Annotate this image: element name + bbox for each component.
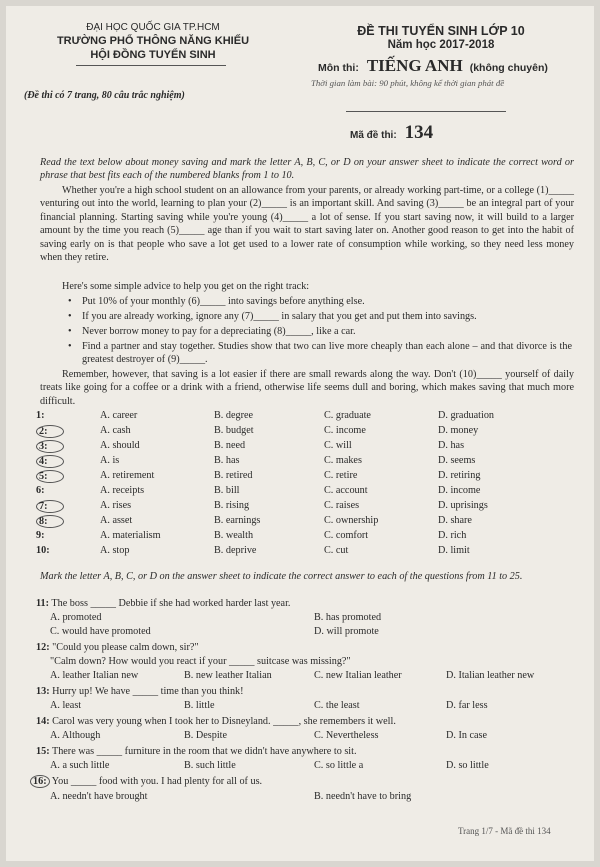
question-number-circled: 2: (36, 425, 64, 438)
option-d[interactable]: D. income (438, 485, 481, 496)
question-number-circled: 7: (36, 500, 64, 513)
option-c[interactable]: C. so little a (314, 760, 364, 771)
question-row (36, 485, 576, 499)
option-c[interactable]: C. the least (314, 700, 360, 711)
question-number: 13: (36, 686, 50, 697)
advice-bullet: • Never borrow money to pay for a depreciating (8)_____, like a car. (82, 325, 572, 338)
advice-bullet: • Put 10% of your monthly (6)_____ into savings before anything else. (82, 295, 572, 308)
option-d[interactable]: D. share (438, 515, 472, 526)
question-row (36, 515, 576, 529)
advice-bullet: • If you are already working, ignore any (7)_____ in salary that you get and put them into savings. (82, 310, 572, 323)
option-d[interactable]: D. limit (438, 545, 470, 556)
question-stem: "Could you please calm down, sir?" (52, 642, 199, 653)
exam-page (6, 6, 594, 861)
option-b[interactable]: B. deprive (214, 545, 257, 556)
option-b[interactable]: B. new leather Italian (184, 670, 272, 681)
question-number: 11: (36, 598, 50, 609)
option-a[interactable]: A. least (50, 700, 82, 711)
option-c[interactable]: C. income (324, 425, 366, 436)
option-b[interactable]: B. Despite (184, 730, 228, 741)
option-b[interactable]: B. need (214, 440, 246, 451)
option-d[interactable]: D. Italian leather new (446, 670, 535, 681)
option-b[interactable]: B. degree (214, 410, 254, 421)
section1-paragraph-3: Remember, however, that saving is a lot easier if there are small rewards along the way. Don't (10)_____ yourself of daily treats like going for a coffee or a drink with a friend, otherwise life seems dull and boring, which makes saving that much more difficult. (40, 369, 574, 407)
question-row (36, 410, 576, 424)
option-a[interactable]: A. retirement (100, 470, 155, 481)
option-a[interactable]: A. materialism (100, 530, 161, 541)
option-d[interactable]: D. retiring (438, 470, 481, 481)
question-number: 10: (36, 545, 50, 556)
option-b[interactable]: B. little (184, 700, 215, 711)
university-name: ĐẠI HỌC QUỐC GIA TP.HCM (86, 22, 220, 33)
header-divider-left (76, 65, 226, 66)
question-stem: There was _____ furniture in the room that we didn't have anywhere to sit. (51, 746, 357, 757)
option-d[interactable]: D. will promote (314, 626, 379, 637)
option-c[interactable]: C. account (324, 485, 368, 496)
exam-code-label: Mã đề thi: (350, 130, 397, 141)
option-a[interactable]: A. rises (100, 500, 132, 511)
subject-name: TIẾNG ANH (366, 56, 463, 75)
subject-label: Môn thi: (318, 62, 359, 74)
option-c[interactable]: C. retire (324, 470, 358, 481)
option-c[interactable]: C. makes (324, 455, 362, 466)
option-d[interactable]: D. uprisings (438, 500, 488, 511)
school-year: Năm học 2017-2018 (387, 39, 495, 51)
option-d[interactable]: D. has (438, 440, 465, 451)
question-row (36, 545, 576, 559)
question-row (36, 425, 576, 439)
option-b[interactable]: B. retired (214, 470, 253, 481)
subject-line (318, 56, 548, 76)
question-number: 15: (36, 746, 50, 757)
option-d[interactable]: D. In case (446, 730, 488, 741)
option-a[interactable]: A. promoted (50, 612, 102, 623)
advice-bullet: • Find a partner and stay together. Studies show that two can live more cheaply than each alone – and that divorce is the greatest destroyer of (9)_____. (82, 340, 572, 366)
time-note: Thời gian làm bài: 90 phút, không kể thời gian phát đề (311, 78, 505, 88)
question-number-circled: 8: (36, 515, 64, 528)
section2-instruction: Mark the letter A, B, C, or D on the answer sheet to indicate the correct answer to each of the questions from 11 to 25. (40, 571, 523, 582)
school-name: TRƯỜNG PHỔ THÔNG NĂNG KHIẾU (56, 35, 250, 47)
option-a[interactable]: A. asset (100, 515, 133, 526)
section1-paragraph-1: Whether you're a high school student on an allowance from your parents, or already working part-time, or a college (1)_____ venturing out into the world, learning to plan your (2)_____ is an important skill. And saving (3)_____ be an integral part of your financial planning. Starting saving while you're young (4)_____ a lot of sense. If you start saving now, it will build to a larger amount by the time you reach (5)_____ age than if you wait to start saving later on. Another good reason to get into the habit of saving early on is that people who save a lot get used to a lower rate of consumption while working, so they need less money when they retire. (40, 185, 574, 264)
option-c[interactable]: C. raises (324, 500, 360, 511)
question-stem: You _____ food with you. I had plenty for all of us. (51, 776, 263, 787)
option-a[interactable]: A. Although (50, 730, 101, 741)
question-stem: The boss _____ Debbie if she had worked harder last year. (51, 598, 291, 609)
section1-instruction: Read the text below about money saving and mark the letter A, B, C, or D on your answer sheet to indicate the correct word or phrase that best fits each of the numbered blanks from 1 to 10. (40, 157, 574, 182)
exam-code-line (350, 122, 433, 144)
question-row (36, 455, 576, 469)
subject-note: (không chuyên) (469, 62, 548, 74)
council-name: HỘI ĐỒNG TUYỂN SINH (90, 49, 216, 61)
option-b[interactable]: B. budget (214, 425, 254, 436)
option-b[interactable]: B. has (214, 455, 240, 466)
question-stem-continued: "Calm down? How would you react if your _____ suitcase was missing?" (50, 656, 351, 667)
option-c[interactable]: C. comfort (324, 530, 369, 541)
option-c[interactable]: C. new Italian leather (314, 670, 402, 681)
section1-paragraph-2: Here's some simple advice to help you get on the right track: (62, 281, 310, 292)
option-a[interactable]: A. leather Italian new (50, 670, 139, 681)
question-row (36, 500, 576, 514)
option-c[interactable]: C. would have promoted (50, 626, 151, 637)
option-a[interactable]: A. receipts (100, 485, 145, 496)
question-number: 6: (36, 485, 45, 496)
option-b[interactable]: B. needn't have to bring (314, 791, 412, 802)
option-c[interactable]: C. ownership (324, 515, 379, 526)
question-number: 1: (36, 410, 45, 421)
option-a[interactable]: A. career (100, 410, 138, 421)
question-15 (36, 746, 357, 757)
question-12 (36, 642, 199, 653)
option-b[interactable]: B. bill (214, 485, 240, 496)
option-d[interactable]: D. money (438, 425, 479, 436)
option-a[interactable]: A. a such little (50, 760, 110, 771)
option-d[interactable]: D. far less (446, 700, 488, 711)
option-b[interactable]: B. wealth (214, 530, 254, 541)
option-d[interactable]: D. seems (438, 455, 476, 466)
exam-code: 134 (404, 122, 434, 143)
option-b[interactable]: B. rising (214, 500, 250, 511)
option-d[interactable]: D. graduation (438, 410, 495, 421)
option-d[interactable]: D. rich (438, 530, 467, 541)
option-b[interactable]: B. such little (184, 760, 236, 771)
option-a[interactable]: A. needn't have brought (50, 791, 148, 802)
option-b[interactable]: B. earnings (214, 515, 261, 526)
question-16 (30, 776, 262, 787)
question-14 (36, 716, 396, 727)
question-number: 14: (36, 716, 50, 727)
question-13 (36, 686, 244, 697)
question-number-circled: 3: (36, 440, 64, 453)
option-c[interactable]: C. graduate (324, 410, 371, 421)
option-c[interactable]: C. will (324, 440, 352, 451)
option-d[interactable]: D. so little (446, 760, 489, 771)
option-c[interactable]: C. Nevertheless (314, 730, 379, 741)
exam-note: (Đề thi có 7 trang, 80 câu trắc nghiệm) (24, 90, 185, 101)
question-stem: Hurry up! We have _____ time than you think! (52, 686, 244, 697)
option-a[interactable]: A. stop (100, 545, 130, 556)
question-row (36, 530, 576, 544)
question-number: 12: (36, 642, 50, 653)
option-a[interactable]: A. cash (100, 425, 131, 436)
option-a[interactable]: A. should (100, 440, 140, 451)
question-number-circled: 4: (36, 455, 64, 468)
question-number-circled: 5: (36, 470, 64, 483)
question-number: 9: (36, 530, 45, 541)
header-divider-right (346, 111, 506, 112)
question-row (36, 470, 576, 484)
question-stem: Carol was very young when I took her to Disneyland. _____, she remembers it well. (52, 716, 396, 727)
option-a[interactable]: A. is (100, 455, 120, 466)
exam-title: ĐỀ THI TUYỂN SINH LỚP 10 (357, 24, 525, 38)
question-11 (36, 598, 290, 609)
question-number-circled: 16: (30, 775, 50, 788)
option-c[interactable]: C. cut (324, 545, 349, 556)
question-row (36, 440, 576, 454)
option-b[interactable]: B. has promoted (314, 612, 382, 623)
page-footer: Trang 1/7 - Mã đề thi 134 (458, 826, 551, 836)
